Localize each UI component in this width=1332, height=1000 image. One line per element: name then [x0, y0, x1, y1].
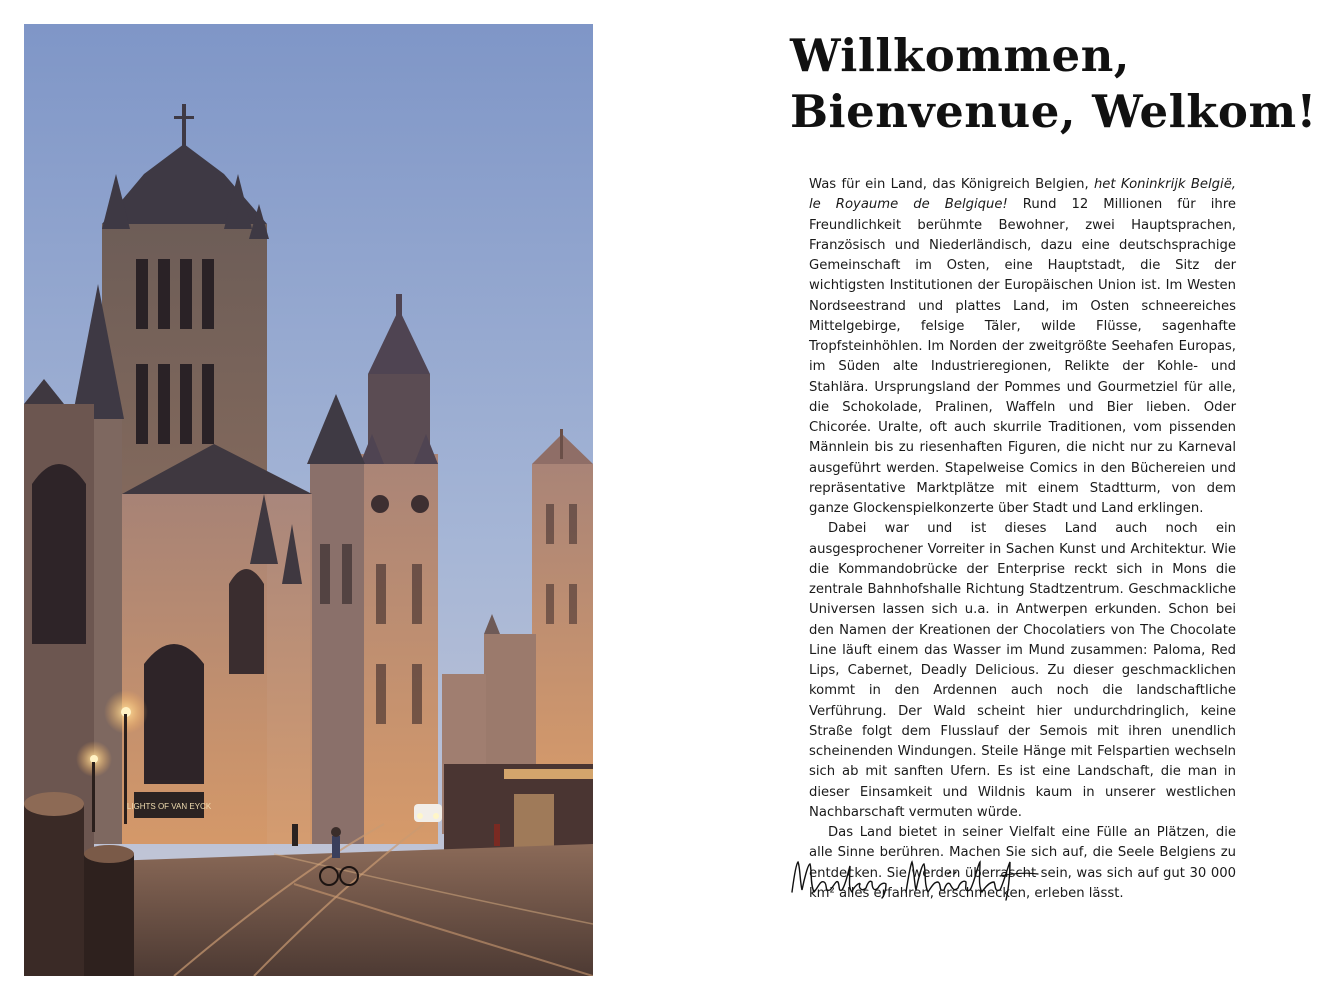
- city-photo: [24, 24, 593, 976]
- title-line-1: Willkommen,: [790, 29, 1130, 82]
- paragraph-3: Das Land bietet in seiner Vielfalt eine Fülle an Plätzen, die alle Sinne berühren. Machen Sie sich auf, die Seele Belgiens zu entdecken. Sie werden überrascht sein, was sich auf gut 30 000 km² alles erfahren, erschmecken, erleben lässt.: [809, 825, 1236, 901]
- signature-drawing: [788, 852, 1058, 902]
- page-title: [790, 28, 1317, 140]
- ghent-street-illustration: [24, 24, 593, 976]
- author-signature: [788, 852, 1058, 902]
- paragraph-1: [809, 175, 1236, 519]
- title-line-2: Bienvenue, Welkom!: [790, 85, 1317, 138]
- paragraph-1-intro: Was für ein Land, das Königreich Belgien,: [809, 177, 1094, 192]
- body-text: [809, 175, 1236, 904]
- photo-sign-text: LIGHTS OF VAN EYCK: [126, 802, 212, 811]
- paragraph-1-italic: het Koninkrijk België, le Royaume de Belgique!: [809, 177, 1237, 213]
- paragraph-1-rest: Rund 12 Millionen für ihre Freundlichkeit berühmte Bewohner, zwei Hauptsprachen, Französisch und Niederländisch, dazu eine deutschsprachige Gemeinschaft im Osten, eine Hauptstadt, die Sitz der wichtigsten Institutionen der Europäischen Union ist. Im Westen Nordseestrand und plattes Land, im Osten schneereiches Mittelgebirge, felsige Täler, wilde Flüsse, sagenhafte Tropfsteinhöhlen. Im Norden der zweitgrößte Seehafen Europas, im Süden alte Industrieregionen, Relikte der Kohle- und Stahlära. Ursprungsland der Pommes und Gourmetziel für alle, die Schokolade, Pralinen, Waffeln und Bier lieben. Oder Chicorée. Uralte, oft auch skurrile Traditionen, vom pissenden Männlein bis zu riesenhaften Figuren, die nicht nur zu Karneval ausgeführt werden. Stapelweise Comics in den Büchereien und repräsentative Marktplätze mit einem Stadtturm, von dem ganze Glockenspielkonzerte über Stadt und Land erklingen.: [809, 197, 1236, 516]
- paragraph-2: Dabei war und ist dieses Land auch noch ein ausgesprochener Vorreiter in Sachen Kunst und Architektur. Wie die Kommandobrücke der Enterprise reckt sich in Mons die zentrale Bahnhofshalle Richtung Stadtzentrum. Geschmackliche Universen lassen sich u.a. in Antwerpen erkunden. Schon bei den Namen der Kreationen der Chocolatiers von The Chocolate Line läuft einem das Wasser im Mund zusammen: Paloma, Red Lips, Cabernet, Deadly Delicious. Zu dieser geschmacklichen kommt in den Ardennen auch noch die landschaftliche Verführung. Der Wald scheint hier undurchdringlich, keine Straße folgt dem Flusslauf der Semois mit ihren unendlich scheinenden Windungen. Steile Hänge mit Felspartien wechseln sich ab mit sanften Ufern. Es ist eine Landschaft, die man in dieser Einsamkeit und Wildnis kaum in unserer westlichen Nachbarschaft vermuten würde.: [809, 521, 1236, 820]
